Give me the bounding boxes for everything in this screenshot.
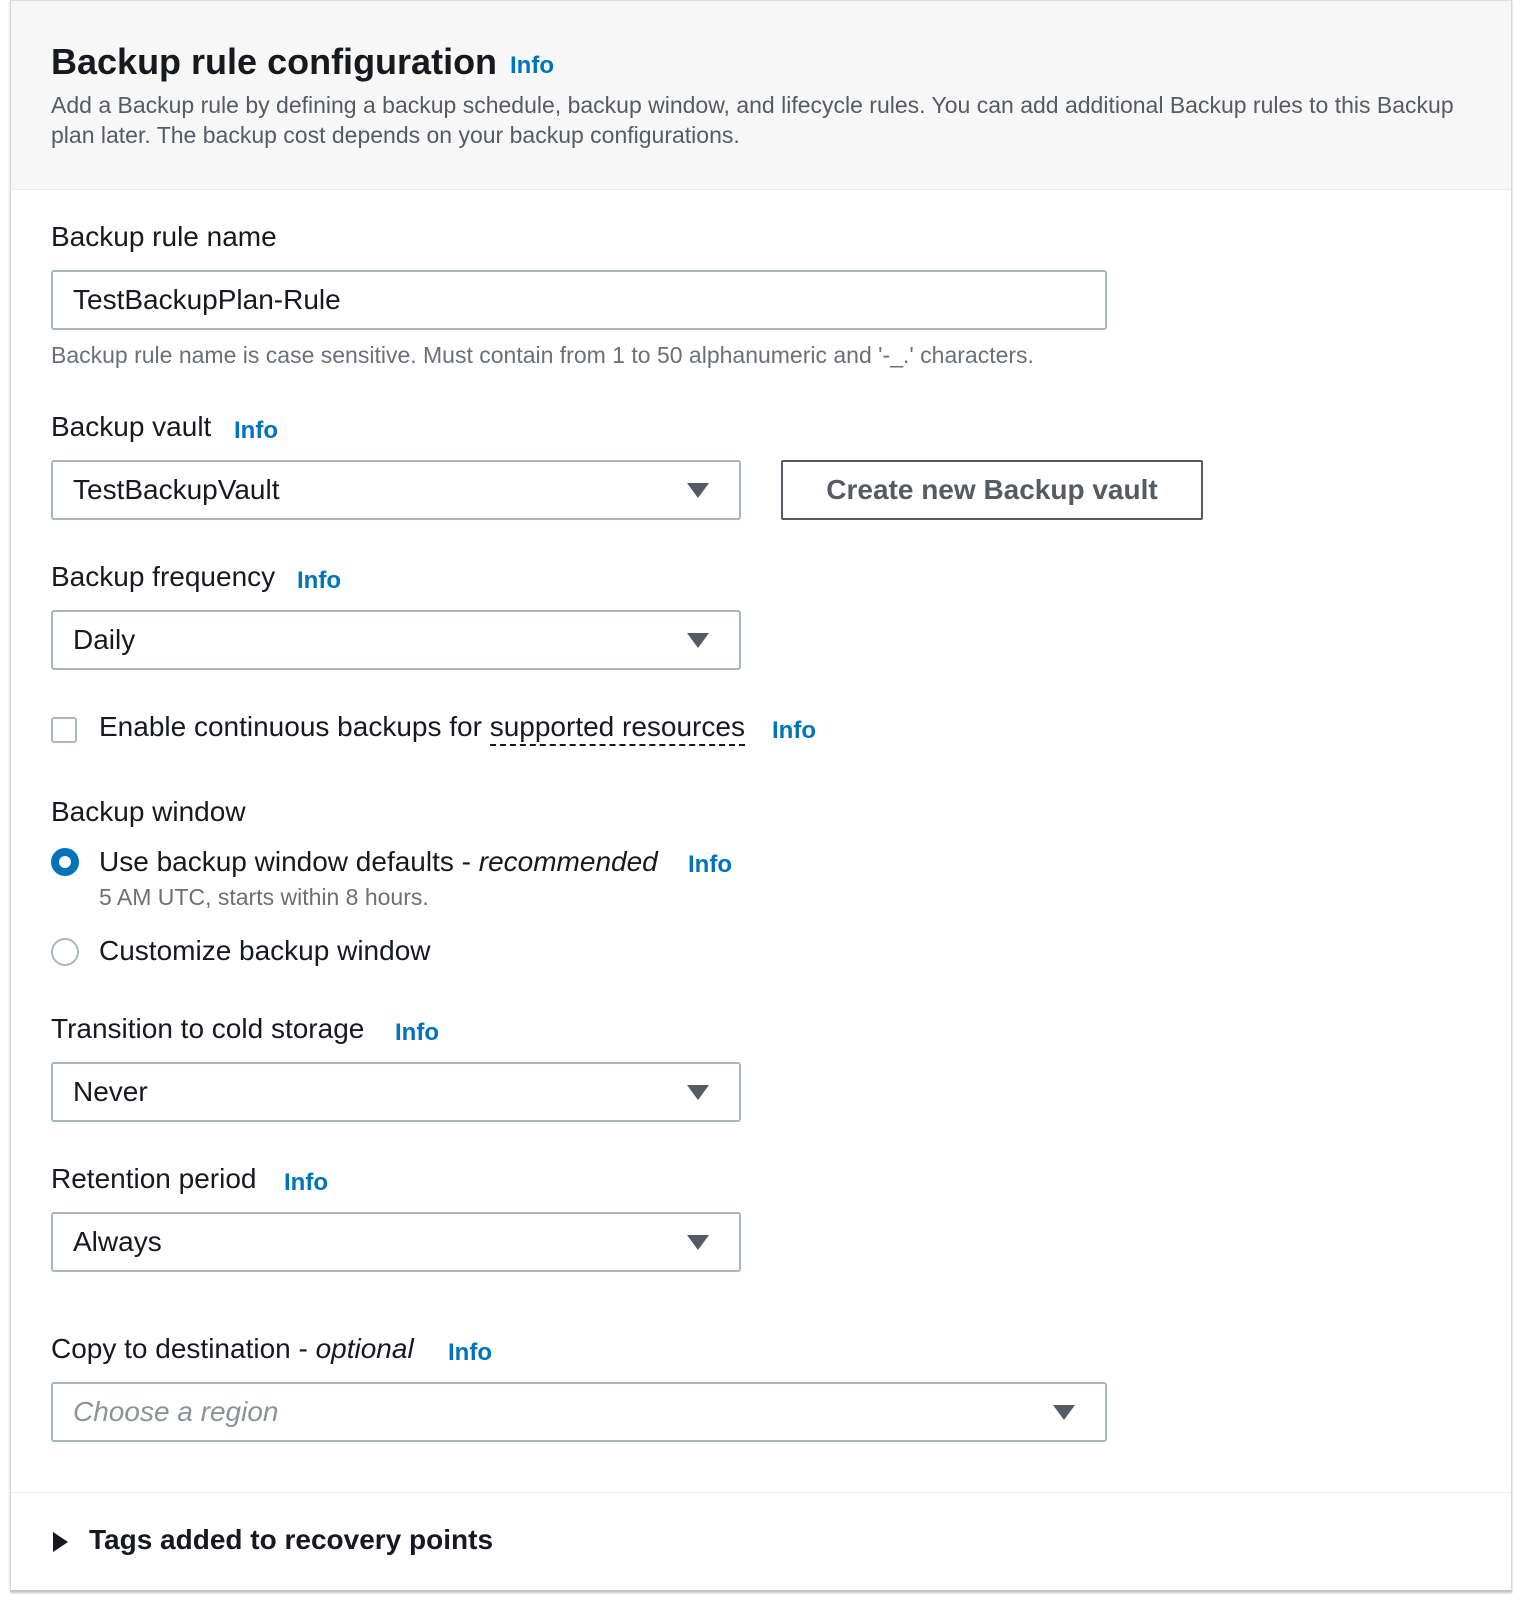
caret-down-icon	[1053, 1405, 1075, 1420]
copy-label-text: Copy to destination -	[51, 1333, 308, 1364]
caret-down-icon	[687, 1235, 709, 1250]
continuous-backups-checkbox[interactable]	[51, 717, 77, 743]
customize-window-radio[interactable]	[51, 938, 79, 966]
retention-label: Retention period	[51, 1163, 257, 1194]
copy-region-placeholder: Choose a region	[73, 1396, 279, 1427]
frequency-info-link[interactable]: Info	[297, 567, 341, 594]
panel-header	[11, 0, 1511, 190]
retention-info-link[interactable]: Info	[284, 1169, 328, 1196]
window-defaults-description: 5 AM UTC, starts within 8 hours.	[99, 884, 429, 910]
caret-down-icon	[687, 483, 709, 498]
frequency-select[interactable]	[51, 610, 741, 670]
window-defaults-separator: -	[461, 846, 471, 877]
tags-expander[interactable]	[51, 1522, 531, 1562]
vault-label: Backup vault	[51, 411, 212, 442]
window-defaults-info-link[interactable]: Info	[688, 851, 732, 878]
frequency-value: Daily	[73, 624, 136, 655]
caret-right-icon	[53, 1532, 68, 1552]
cold-storage-info-link[interactable]: Info	[395, 1019, 439, 1046]
retention-value: Always	[73, 1226, 162, 1257]
vault-select[interactable]	[51, 460, 741, 520]
retention-select[interactable]	[51, 1212, 741, 1272]
copy-info-link[interactable]: Info	[448, 1339, 492, 1366]
header-description: Add a Backup rule by defining a backup schedule, backup window, and lifecycle rules. You can add additional Backup rules to this Backup plan later. The backup cost depends on your backup configurations.	[51, 92, 1454, 148]
continuous-info-link[interactable]: Info	[772, 717, 816, 744]
cold-storage-label: Transition to cold storage	[51, 1013, 365, 1044]
caret-down-icon	[687, 633, 709, 648]
optional-tag: optional	[315, 1333, 414, 1364]
window-label: Backup window	[51, 796, 246, 827]
tags-expander-label: Tags added to recovery points	[89, 1524, 494, 1555]
window-defaults-text: Use backup window defaults	[99, 846, 454, 877]
recommended-tag: recommended	[478, 846, 658, 877]
window-defaults-label	[99, 846, 658, 878]
page-title: Backup rule configuration	[51, 41, 498, 82]
backup-rule-configuration-panel	[10, 0, 1512, 1592]
rule-name-label: Backup rule name	[51, 221, 277, 252]
rule-name-constraint: Backup rule name is case sensitive. Must contain from 1 to 50 alphanumeric and '-_.' characters.	[51, 342, 1034, 368]
vault-info-link[interactable]: Info	[234, 417, 278, 444]
cold-storage-select[interactable]	[51, 1062, 741, 1122]
caret-down-icon	[687, 1085, 709, 1100]
customize-window-label: Customize backup window	[99, 935, 431, 966]
vault-value: TestBackupVault	[73, 474, 280, 505]
header-info-link[interactable]: Info	[510, 52, 554, 79]
frequency-label: Backup frequency	[51, 561, 276, 592]
continuous-backups-label	[99, 711, 745, 743]
continuous-backups-label-text: Enable continuous backups for	[99, 711, 482, 742]
create-backup-vault-button[interactable]	[781, 460, 1203, 520]
rule-name-input[interactable]	[51, 270, 1107, 330]
cold-storage-value: Never	[73, 1076, 148, 1107]
window-defaults-radio[interactable]	[51, 848, 79, 876]
copy-label	[51, 1333, 414, 1365]
supported-resources-link[interactable]: supported resources	[490, 711, 745, 746]
copy-region-select[interactable]	[51, 1382, 1107, 1442]
rule-name-value: TestBackupPlan-Rule	[73, 284, 341, 315]
create-backup-vault-label: Create new Backup vault	[826, 474, 1158, 505]
section-divider	[11, 1492, 1511, 1493]
